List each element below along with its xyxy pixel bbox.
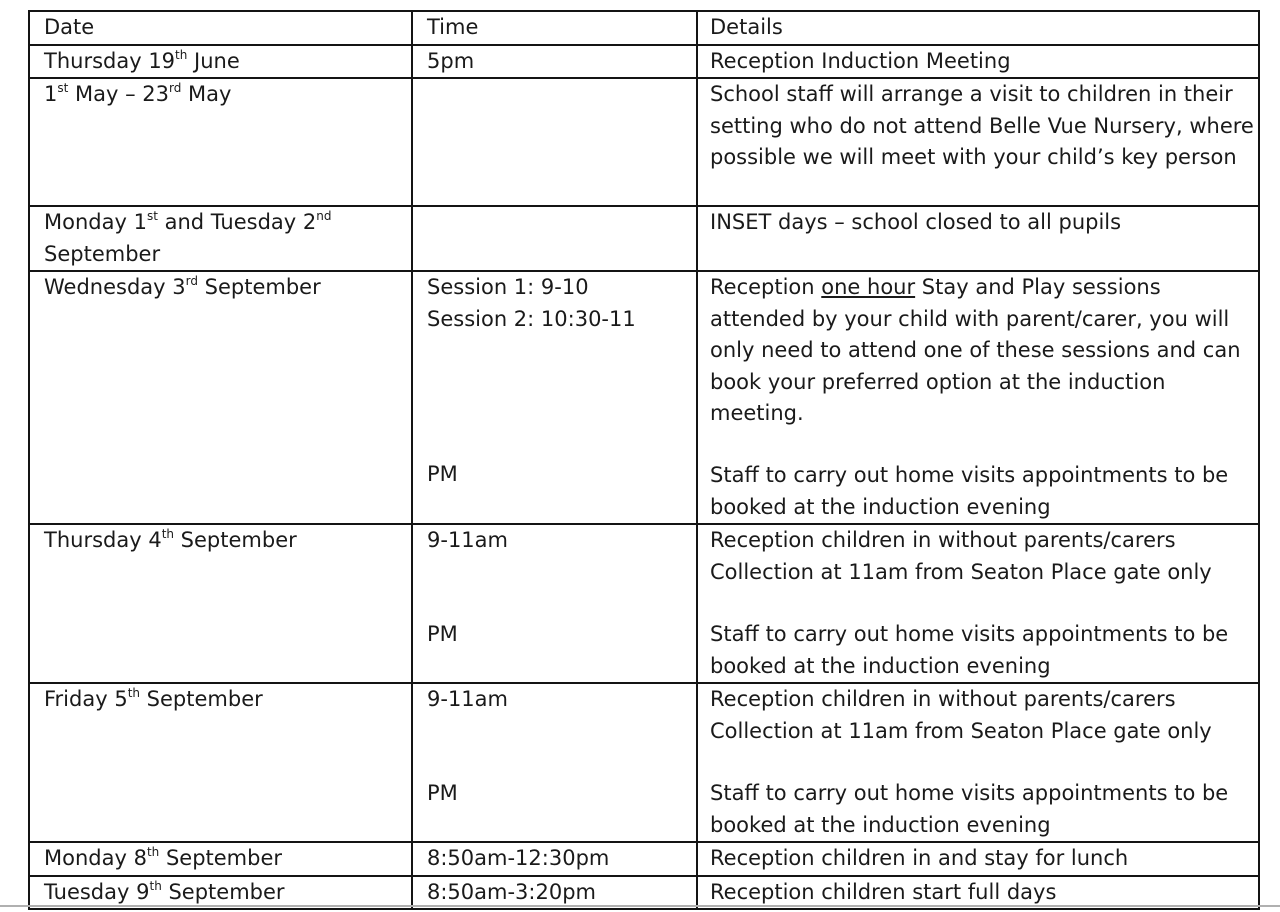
underlined-text: one hour <box>821 275 916 299</box>
row-date: Friday 5th September <box>29 683 412 842</box>
row-time <box>412 206 697 271</box>
details-pm: Staff to carry out home visits appointments to be booked at the induction evening <box>710 781 1229 837</box>
row-date: Tuesday 9th September <box>29 876 412 910</box>
row-date: Wednesday 3rd September <box>29 271 412 524</box>
details-pm: Staff to carry out home visits appointments to be booked at the induction evening <box>710 622 1229 678</box>
details-am: Reception one hour Stay and Play sessions attended by your child with parent/carer, you will only need to attend one of these sessions and can book your preferred option at the induction meeting. <box>710 275 1241 425</box>
table-row <box>29 271 1259 524</box>
row-details <box>697 524 1259 683</box>
table-row <box>29 45 1259 79</box>
row-time: 8:50am-12:30pm <box>412 842 697 876</box>
table-row <box>29 842 1259 876</box>
row-date: Monday 8th September <box>29 842 412 876</box>
header-row <box>29 11 1259 45</box>
row-details <box>697 683 1259 842</box>
row-time <box>412 271 697 524</box>
header-details: Details <box>697 11 1259 45</box>
time-am: 9-11am <box>427 528 508 552</box>
row-date: Monday 1st and Tuesday 2nd September <box>29 206 412 271</box>
time-pm: PM <box>427 780 458 805</box>
header-time: Time <box>412 11 697 45</box>
induction-schedule-table <box>28 10 1260 910</box>
time-pm: PM <box>427 462 458 486</box>
row-details: Reception Induction Meeting <box>697 45 1259 79</box>
details-pm: Staff to carry out home visits appointments to be booked at the induction evening <box>710 463 1229 519</box>
row-date: Thursday 4th September <box>29 524 412 683</box>
details-am-line-2: Collection at 11am from Seaton Place gate only <box>710 559 1212 584</box>
page-bottom-edge <box>0 905 1280 907</box>
row-time: 8:50am-3:20pm <box>412 876 697 910</box>
row-time <box>412 683 697 842</box>
header-date: Date <box>29 11 412 45</box>
row-time <box>412 78 697 206</box>
row-details: Reception children in and stay for lunch <box>697 842 1259 876</box>
details-am-line-1: Reception children in without parents/carers <box>710 687 1176 711</box>
row-details <box>697 271 1259 524</box>
row-time <box>412 524 697 683</box>
row-date: 1st May – 23rd May <box>29 78 412 206</box>
row-details: Reception children start full days <box>697 876 1259 910</box>
details-am-line-1: Reception children in without parents/carers <box>710 528 1176 552</box>
table-row <box>29 683 1259 842</box>
table-row <box>29 78 1259 206</box>
table-row <box>29 524 1259 683</box>
row-details: INSET days – school closed to all pupils <box>697 206 1259 271</box>
row-time: 5pm <box>412 45 697 79</box>
time-session-2: Session 2: 10:30-11 <box>427 306 636 331</box>
row-date: Thursday 19th June <box>29 45 412 79</box>
time-am: 9-11am <box>427 687 508 711</box>
table-row <box>29 876 1259 910</box>
time-session-1: Session 1: 9-10 <box>427 275 589 299</box>
time-pm: PM <box>427 621 458 646</box>
table-row <box>29 206 1259 271</box>
details-am-line-2: Collection at 11am from Seaton Place gate only <box>710 718 1212 743</box>
row-details: School staff will arrange a visit to children in their setting who do not attend Belle Vue Nursery, where possible we will meet with your child’s key person <box>697 78 1259 206</box>
